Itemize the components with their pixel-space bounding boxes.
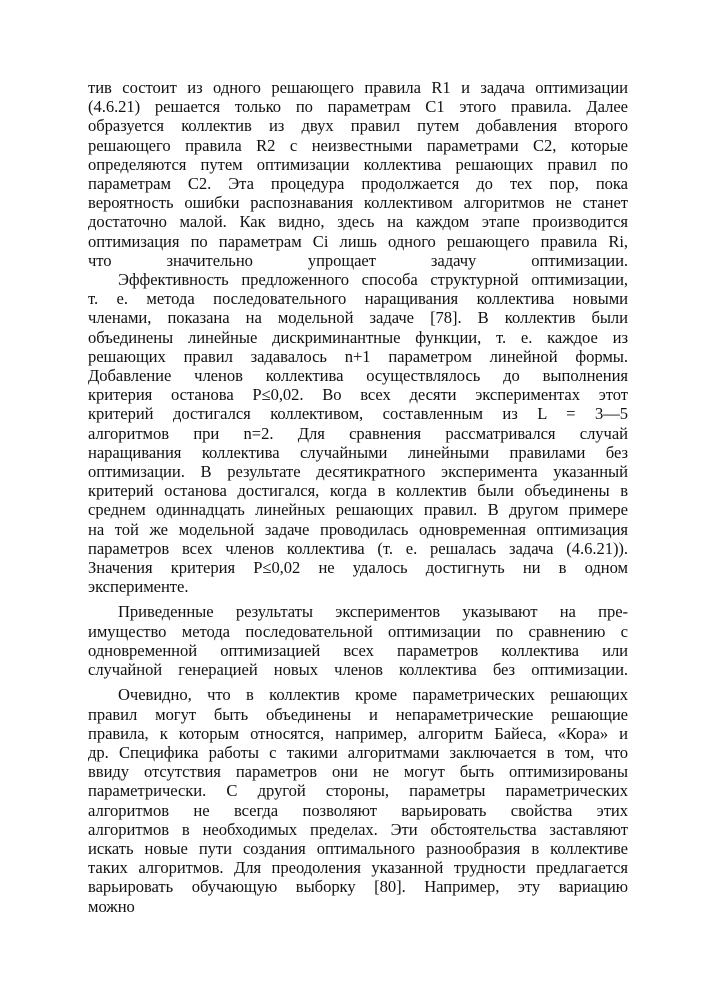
paragraph-3 <box>88 602 628 679</box>
text-line: Добавление членов коллектива осуществлялось до выполнения <box>88 366 628 386</box>
text-line-first: Приведенные результаты экспериментов указывают на пре- <box>118 602 628 622</box>
text-line: т. е. метода последовательного наращивания коллектива новыми <box>88 289 628 309</box>
text-line: решающего правила R2 с неизвестными параметрами C2, которые <box>88 135 628 155</box>
text-line-first: Очевидно, что в коллектив кроме параметрических решающих <box>118 685 628 705</box>
text-line: таких алгоритмов. Для преодоления указанной трудности предлагается <box>88 858 628 878</box>
text-line: варьировать обучающую выборку [80]. Например, эту вариацию <box>88 877 628 897</box>
text-line: что значительно упрощает задачу оптимизации. <box>88 250 628 270</box>
text-line: на той же модельной задаче проводилась одновременная оптимизация <box>88 519 628 539</box>
text-line: решающих правил задавалось n+1 параметром линейной формы. <box>88 346 628 366</box>
text-line: оптимизация по параметрам Ci лишь одного решающего правила Ri, <box>88 231 628 251</box>
text-line: ввиду отсутствия параметров они не могут быть оптимизированы <box>88 762 628 782</box>
text-line: критерий останова достигался, когда в коллектив были объединены в <box>88 481 628 501</box>
text-line: параметрам C2. Эта процедура продолжается до тех пор, пока <box>88 174 628 194</box>
text-line: наращивания коллектива случайными линейными правилами без <box>88 442 628 462</box>
paragraph-2 <box>88 270 628 596</box>
text-line: тив состоит из одного решающего правила R1 и задача оптимизации <box>88 78 628 97</box>
text-line: достаточно малой. Как видно, здесь на каждом этапе производится <box>88 212 628 232</box>
text-line: правил могут быть объединены и непараметрические решающие <box>88 704 628 724</box>
paragraph-4 <box>88 685 628 915</box>
text-line: Значения критерия P≤0,02 не удалось достигнуть ни в одном <box>88 558 628 578</box>
text-line: алгоритмов в необходимых пределах. Эти обстоятельства заставляют <box>88 819 628 839</box>
text-line: одновременной оптимизацией всех параметров коллектива или <box>88 640 628 660</box>
text-line: правила, к которым относятся, например, алгоритм Байеса, «Кора» и <box>88 723 628 743</box>
text-line: эксперименте. <box>88 577 189 597</box>
text-line-first: Эффективность предложенного способа структурной оптимизации, <box>118 270 628 290</box>
text-line: др. Специфика работы с такими алгоритмами заключается в том, что <box>88 742 628 762</box>
text-line: можно <box>88 896 135 916</box>
text-line: параметрически. С другой стороны, параметры параметрических <box>88 781 628 801</box>
document-page <box>88 78 628 916</box>
text-line: параметров всех членов коллектива (т. е. решалась задача (4.6.21)). <box>88 538 628 558</box>
text-line: оптимизации. В результате десятикратного эксперимента указанный <box>88 462 628 482</box>
text-line: членами, показана на модельной задаче [78]. В коллектив были <box>88 308 628 328</box>
text-line: определяются путем оптимизации коллектива решающих правил по <box>88 154 628 174</box>
text-line: среднем одиннадцать линейных решающих правил. В другом примере <box>88 500 628 520</box>
text-line: алгоритмов при n=2. Для сравнения рассматривался случай <box>88 423 628 443</box>
paragraph-1 <box>88 78 628 270</box>
text-line: критерий достигался коллективом, составленным из L = 3—5 <box>88 404 628 424</box>
text-line: случайной генерацией новых членов коллектива без оптимизации. <box>88 660 628 680</box>
text-line: критерия останова P≤0,02. Во всех десяти экспериментах этот <box>88 385 628 405</box>
text-line: (4.6.21) решается только по параметрам C1 этого правила. Далее <box>88 97 628 117</box>
text-line: алгоритмов не всегда позволяют варьировать свойства этих <box>88 800 628 820</box>
text-line: объединены линейные дискриминантные функции, т. е. каждое из <box>88 327 628 347</box>
text-line: искать новые пути создания оптимального разнообразия в коллективе <box>88 838 628 858</box>
text-line: вероятность ошибки распознавания коллективом алгоритмов не станет <box>88 193 628 213</box>
text-line: образуется коллектив из двух правил путем добавления второго <box>88 116 628 136</box>
text-line: имущество метода последовательной оптимизации по сравнению с <box>88 621 628 641</box>
